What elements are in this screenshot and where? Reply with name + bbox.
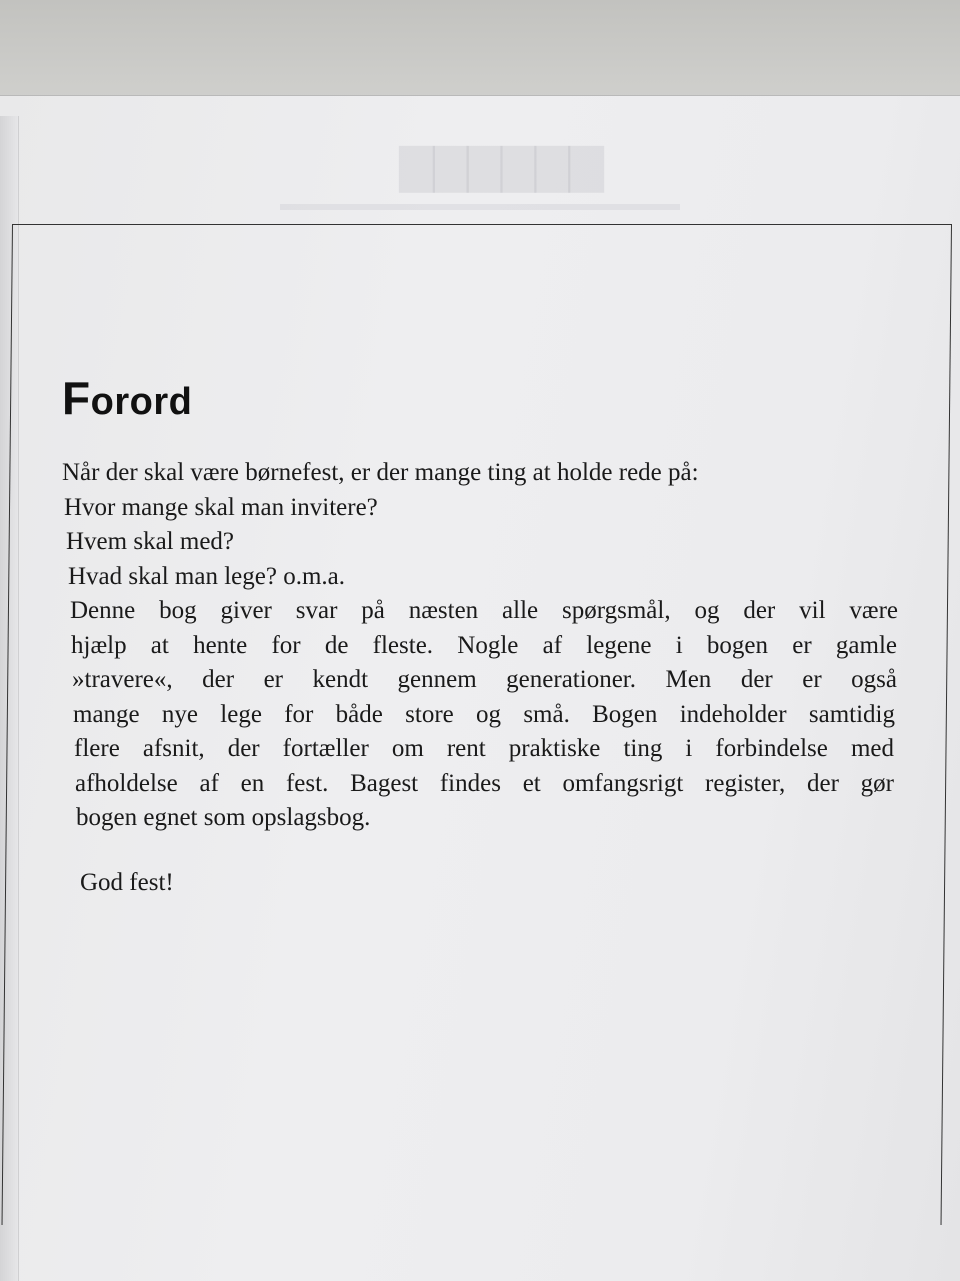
body-line: Hvad skal man lege? o.m.a. xyxy=(68,562,345,590)
closing-line: God fest! xyxy=(80,868,174,896)
body-line: bogen egnet som opslagsbog. xyxy=(76,804,371,831)
show-through-rule xyxy=(280,204,680,210)
show-through-text: ▇▇▇▇▇▇ xyxy=(400,142,604,191)
heading-first-letter: F xyxy=(62,372,91,424)
body-line: Denne bog giver svar på næsten alle spørgsmål, og der vil være xyxy=(70,597,898,624)
preface-content xyxy=(62,372,902,900)
body-line: Hvor mange skal man invitere? xyxy=(64,493,378,521)
body-line: flere afsnit, der fortæller om rent praktiske ting i forbindelse med xyxy=(74,735,894,762)
heading-rest: orord xyxy=(90,381,193,423)
body-line: Hvem skal med? xyxy=(66,528,235,555)
body-line: Når der skal være børnefest, er der mange ting at holde rede på: xyxy=(62,459,699,486)
body-line: mange nye lege for både store og små. Bogen indeholder samtidig xyxy=(73,700,895,728)
preface-heading xyxy=(62,372,902,424)
body-line: hjælp at hente for de fleste. Nogle af legene i bogen er gamle xyxy=(71,631,897,659)
body-line: »travere«, der er kendt gennem generationer. Men der er også xyxy=(72,666,897,693)
body-line: afholdelse af en fest. Bagest findes et omfangsrigt register, der gør xyxy=(75,769,894,797)
preface-body xyxy=(62,456,902,836)
